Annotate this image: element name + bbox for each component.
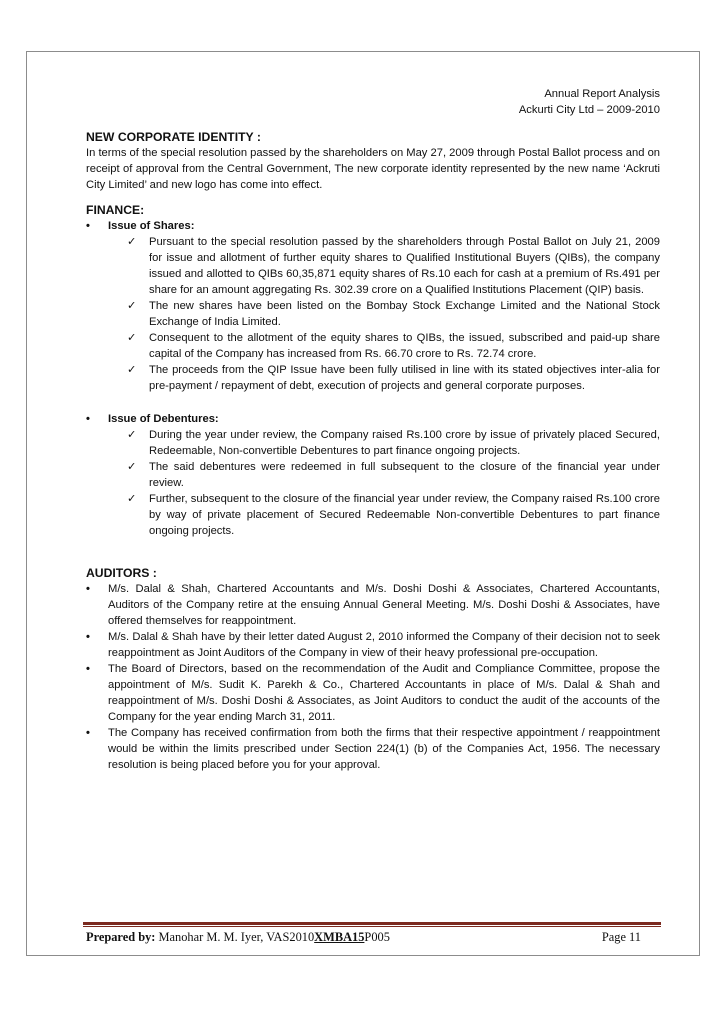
corporate-identity-text: In terms of the special resolution passed by the shareholders on May 27, 2009 through Postal Ballot process and on receipt of approval from the Central Government, The new corporate identity represented by the new name ‘Ackruti City Limited’ and new logo has come into effect. (86, 147, 661, 191)
checkmark-icon: ✓ (127, 300, 137, 312)
debentures-point-text: Further, subsequent to the closure of the financial year under review, the Company raised Rs.100 crore by way of private placement of Secured Redeemable Non-convertible Debentures to part finance ongoing projects. (149, 493, 660, 537)
checkmark-icon: ✓ (127, 236, 137, 248)
header-company: Ackurti City Ltd – 2009-2010 (518, 104, 660, 116)
shares-bullet (86, 218, 660, 234)
debentures-point (127, 427, 660, 459)
footer-code-emphasis: XMBA15 (314, 930, 365, 944)
page-header (519, 86, 660, 118)
shares-point-text: Consequent to the allotment of the equity shares to QIBs, the issued, subscribed and paid-up share capital of the Company has increased from Rs. 66.70 crore to Rs. 72.74 crore. (149, 332, 660, 360)
footer-rule (83, 922, 661, 925)
bullet-icon: • (86, 413, 90, 425)
bullet-icon: • (86, 583, 90, 595)
checkmark-icon: ✓ (127, 461, 137, 473)
checkmark-icon: ✓ (127, 429, 137, 441)
auditors-point (86, 725, 660, 773)
footer-label: Prepared by: (86, 930, 156, 944)
shares-point (127, 234, 660, 298)
debentures-point (127, 459, 660, 491)
corporate-identity-heading: NEW CORPORATE IDENTITY : (86, 130, 261, 144)
shares-point-text: The new shares have been listed on the Bombay Stock Exchange Limited and the National Stock Exchange of India Limited. (149, 300, 660, 328)
shares-point-text: Pursuant to the special resolution passed by the shareholders through Postal Ballot on July 21, 2009 for issue and allotment of further equity shares to Qualified Institutional Buyers (QIBs), the company issued and allotted to QIBs 60,35,871 equity shares of Rs.10 each for cash at a premium of Rs.491 per share for an amount aggregating Rs. 302.39 crore on a Qualified Institutions Placement (QIP) basis. (149, 236, 660, 296)
finance-heading: FINANCE: (86, 203, 145, 217)
checkmark-icon: ✓ (127, 332, 137, 344)
bullet-icon: • (86, 631, 90, 643)
debentures-point (127, 491, 660, 539)
checkmark-icon: ✓ (127, 364, 137, 376)
footer-code-suffix: P005 (364, 930, 390, 944)
auditors-point-text: M/s. Dalal & Shah have by their letter dated August 2, 2010 informed the Company of their decision not to seek reappointment as Joint Auditors of the Company in view of their heavy professional pre-occupation. (108, 631, 660, 659)
footer-name: Manohar M. M. Iyer, VAS2010 (155, 930, 315, 944)
footer-author (86, 930, 390, 945)
auditors-point-text: M/s. Dalal & Shah, Chartered Accountants and M/s. Doshi Doshi & Associates, Chartered Accountants, Auditors of the Company retire at the ensuing Annual General Meeting. M/s. Doshi Doshi & Associates, have offered themselves for reappointment. (108, 583, 660, 627)
auditors-heading: AUDITORS : (86, 566, 157, 580)
shares-point (127, 330, 660, 362)
bullet-icon: • (86, 727, 90, 739)
auditors-point-text: The Board of Directors, based on the recommendation of the Audit and Compliance Committee, propose the appointment of M/s. Sudit K. Parekh & Co., Chartered Accountants in place of M/s. Dalal & Shah and reappointment of M/s. Doshi Doshi & Associates, as Joint Auditors to conduct the audit of the accounts of the Company for the year ending March 31, 2011. (108, 663, 660, 723)
auditors-point (86, 629, 660, 661)
debentures-point-text: The said debentures were redeemed in full subsequent to the closure of the financial year under review. (149, 461, 660, 489)
auditors-point-text: The Company has received confirmation from both the firms that their respective appointment / reappointment would be within the limits prescribed under Section 224(1) (b) of the Companies Act, 1956. The necessary resolution is being placed before you for your approval. (108, 727, 660, 771)
bullet-icon: • (86, 663, 90, 675)
document-body (86, 129, 660, 773)
shares-title: Issue of Shares: (108, 220, 195, 232)
auditors-point (86, 661, 660, 725)
checkmark-icon: ✓ (127, 493, 137, 505)
debentures-bullet (86, 411, 660, 427)
shares-point-text: The proceeds from the QIP Issue have been fully utilised in line with its stated objectives inter-alia for pre-payment / repayment of debt, execution of projects and general corporate purposes. (149, 364, 660, 392)
shares-point (127, 298, 660, 330)
footer-rule-thin (83, 926, 661, 927)
shares-point (127, 362, 660, 394)
debentures-point-text: During the year under review, the Company raised Rs.100 crore by issue of privately placed Secured, Redeemable, Non-convertible Debentures to part finance ongoing projects. (149, 429, 660, 457)
bullet-icon: • (86, 220, 90, 232)
header-title: Annual Report Analysis (544, 88, 660, 100)
auditors-point (86, 581, 660, 629)
page-number: Page 11 (601, 930, 641, 944)
debentures-title: Issue of Debentures: (108, 413, 219, 425)
